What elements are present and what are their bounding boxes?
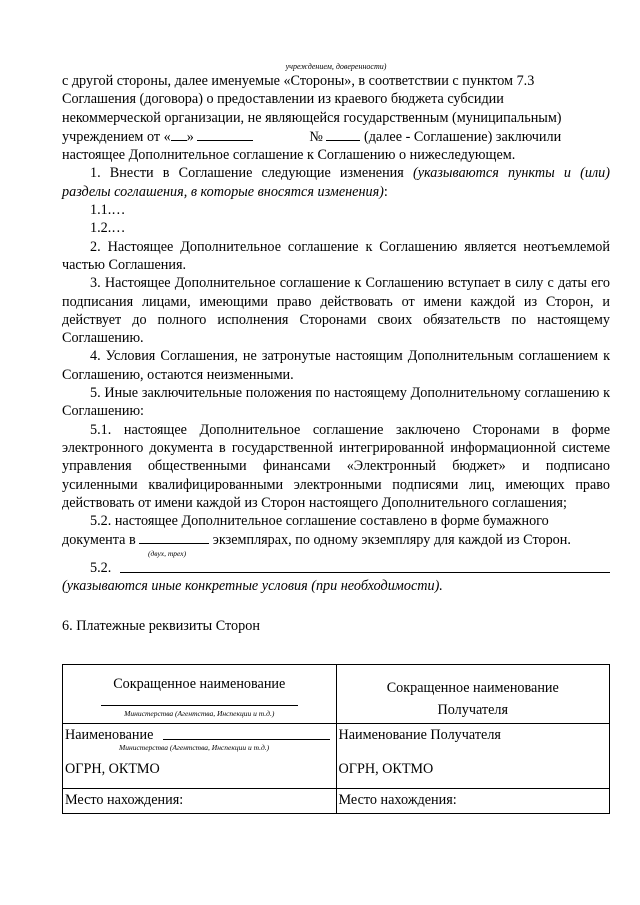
intro-line-4-tail: (далее - Соглашение) заключили [363, 128, 562, 145]
right-name-cell [336, 724, 610, 789]
table-row-place [63, 789, 610, 814]
left-ogrn-label: ОГРН, ОКТМО [65, 761, 160, 777]
intro-date-close: » [186, 128, 198, 145]
item-5-2-prefix: документа в [62, 532, 140, 549]
item-1-tail: : [383, 183, 388, 200]
left-name-blank [163, 739, 330, 740]
copies-blank [139, 530, 209, 544]
table-row-head [63, 665, 610, 724]
item-5-2-suffix: экземплярах, по одному экземпляру для каждой из Сторон. [209, 532, 571, 549]
item-5-2-other [62, 559, 610, 577]
right-ogrn-label: ОГРН, ОКТМО [338, 761, 434, 777]
item-1-hint: (указываются пункты и (или) разделы соглашения, в которые вносятся изменения) [62, 165, 610, 200]
item-1 [62, 164, 610, 201]
item-1-2: 1.2.… [90, 220, 126, 237]
right-place-cell: Место нахождения: [336, 789, 610, 814]
item-1-text: 1. Внести в Соглашение следующие изменения [90, 165, 404, 182]
item-5-1: 5.1. настоящее Дополнительное соглашение заключено Сторонами в форме электронного документа в государственной интегрированной информационной системе управления общественными финансами «Электронный бюджет» и подписано усиленными квалифицированными электронными подписями лиц, имеющих право действовать от имени каждой из Сторон настоящего Дополнительного соглашения; [62, 421, 610, 511]
requisites-table [62, 664, 610, 814]
right-name-label: Наименование Получателя [338, 727, 501, 743]
left-head-cell [63, 665, 337, 724]
item-2: 2. Настоящее Дополнительное соглашение к Соглашению является неотъемлемой частью Соглашения. [62, 238, 610, 273]
date-day-blank [171, 127, 187, 141]
intro-line-4 [62, 127, 610, 146]
section-6-title: 6. Платежные реквизиты Сторон [62, 618, 260, 635]
number-sign: № [309, 128, 323, 145]
left-head-label: Сокращенное наименование [113, 676, 286, 692]
date-blank [197, 127, 253, 141]
item-4: 4. Условия Соглашения, не затронутые настоящим Дополнительным соглашением к Соглашению, остаются неизменными. [62, 348, 610, 383]
intro-line-2: Соглашения (договора) о предоставлении из краевого бюджета субсидии [62, 91, 504, 108]
item-5-2-other-blank [120, 572, 610, 573]
item-5-2: 5.2. настоящее Дополнительное соглашение составлено в форме бумажного [90, 513, 549, 530]
item-5: 5. Иные заключительные положения по настоящему Дополнительному соглашению к Соглашению: [62, 385, 610, 420]
left-head-caption: Министерства (Агентства, Инспекции и т.д.) [124, 709, 275, 718]
right-head-line-2: Получателя [437, 702, 508, 718]
other-conditions-hint: (указываются иные конкретные условия (при необходимости). [62, 578, 443, 595]
right-head-label [339, 665, 608, 721]
copies-caption: (двух, трех) [148, 548, 187, 558]
intro-line-3: некоммерческой организации, не являющейся государственным (муниципальным) [62, 109, 562, 126]
number-blank [326, 127, 360, 141]
intro-date-prefix: учреждением от « [62, 128, 171, 145]
item-5-2-other-label: 5.2. [90, 559, 112, 576]
intro-line-1: с другой стороны, далее именуемые «Стороны», в соответствии с пунктом 7.3 [62, 73, 535, 89]
table-row-name [63, 724, 610, 789]
left-place-cell: Место нахождения: [63, 789, 337, 814]
left-name-caption: Министерства (Агентства, Инспекции и т.д.) [119, 743, 270, 752]
left-name-cell [63, 724, 337, 789]
top-caption: учреждением, доверенности) [285, 62, 387, 71]
item-5-2-line-2 [62, 530, 610, 549]
item-3: 3. Настоящее Дополнительное соглашение к Соглашению вступает в силу с даты его подписания лицами, имеющими право действовать от имени каждой из Сторон, и действует до полного исполнения Сторонами своих обязательств по настоящему Соглашению. [62, 275, 610, 347]
intro-line-5: настоящее Дополнительное соглашение к Соглашению о нижеследующем. [62, 147, 516, 164]
left-head-blank [101, 705, 298, 706]
item-1-1: 1.1.… [90, 202, 126, 219]
document-body [62, 72, 610, 636]
item-5-2-other-hint [62, 577, 610, 595]
left-name-label: Наименование [65, 727, 154, 743]
right-head-cell [336, 665, 610, 724]
right-head-line-1: Сокращенное наименование [386, 680, 559, 696]
